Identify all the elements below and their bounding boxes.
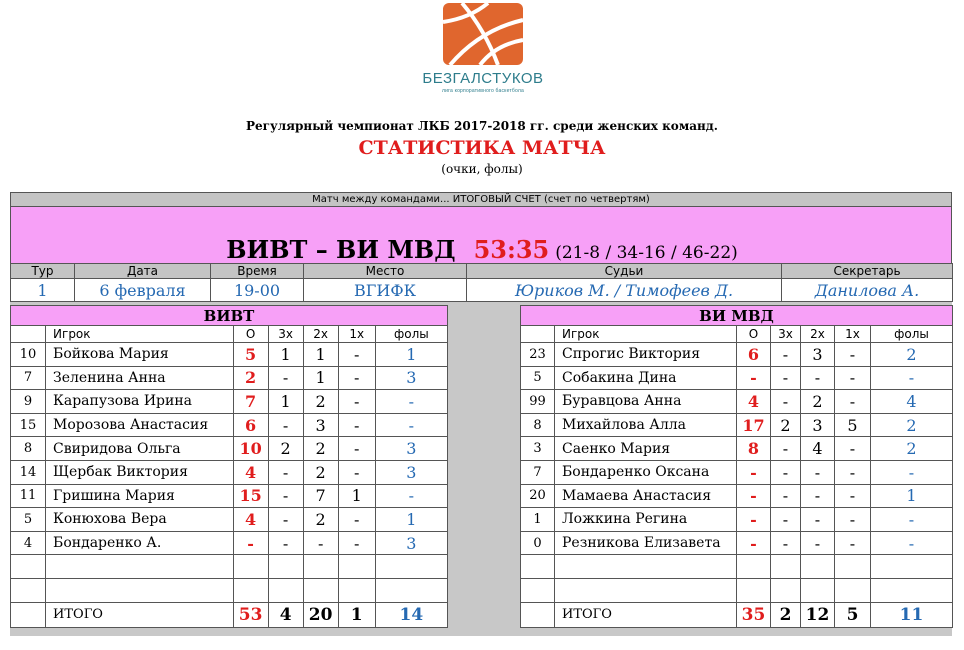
player-number: 11 <box>11 484 46 508</box>
col-two: 2х <box>303 326 338 343</box>
player-three-pointers: - <box>771 390 801 414</box>
player-name: Буравцова Анна <box>555 390 737 414</box>
player-number: 7 <box>11 366 46 390</box>
player-number: 8 <box>521 413 555 437</box>
player-fouls <box>871 578 953 602</box>
player-number <box>11 578 46 602</box>
player-three-pointers: - <box>771 460 801 484</box>
player-points: 4 <box>233 508 268 532</box>
player-three-pointers: - <box>268 366 303 390</box>
player-points: 10 <box>233 437 268 461</box>
player-free-throws <box>835 555 871 579</box>
player-free-throws: - <box>835 460 871 484</box>
player-name: Бондаренко А. <box>46 531 234 555</box>
player-three-pointers: 2 <box>771 413 801 437</box>
player-fouls: 2 <box>871 437 953 461</box>
total-label: ИТОГО <box>555 602 737 627</box>
player-fouls: - <box>375 484 447 508</box>
player-points <box>737 555 771 579</box>
player-points: - <box>737 484 771 508</box>
player-three-pointers: - <box>268 413 303 437</box>
player-points: 6 <box>737 343 771 367</box>
player-two-pointers: - <box>801 460 835 484</box>
player-fouls: 1 <box>375 508 447 532</box>
total-free-throws: 5 <box>835 602 871 627</box>
player-fouls <box>375 555 447 579</box>
player-three-pointers: - <box>268 460 303 484</box>
referees-value: Юриков М. / Тимофеев Д. <box>467 279 782 302</box>
player-fouls: - <box>375 390 447 414</box>
table-row <box>11 343 448 367</box>
col-two: 2х <box>801 326 835 343</box>
player-points: - <box>233 531 268 555</box>
player-number: 3 <box>521 437 555 461</box>
player-points: - <box>737 366 771 390</box>
player-points: 8 <box>737 437 771 461</box>
player-name: Мамаева Анастасия <box>555 484 737 508</box>
player-points: 15 <box>233 484 268 508</box>
player-three-pointers: 1 <box>268 390 303 414</box>
total-two-pointers: 12 <box>801 602 835 627</box>
round-label: Тур <box>11 264 75 279</box>
table-row <box>521 531 953 555</box>
page-subtitle: (очки, фолы) <box>441 162 523 176</box>
player-name: Щербак Виктория <box>46 460 234 484</box>
player-points: 4 <box>233 460 268 484</box>
player-three-pointers: - <box>268 484 303 508</box>
player-three-pointers: - <box>771 531 801 555</box>
total-blank <box>521 602 555 627</box>
table-row <box>521 437 953 461</box>
total-free-throws: 1 <box>338 602 375 627</box>
player-name: Свиридова Ольга <box>46 437 234 461</box>
player-number: 10 <box>11 343 46 367</box>
player-three-pointers: - <box>268 531 303 555</box>
championship-title: Регулярный чемпионат ЛКБ 2017-2018 гг. среди женских команд. <box>246 119 718 133</box>
player-fouls <box>375 578 447 602</box>
player-number: 14 <box>11 460 46 484</box>
player-free-throws: - <box>338 460 375 484</box>
score-band <box>10 207 952 263</box>
col-points: О <box>737 326 771 343</box>
player-fouls: 2 <box>871 413 953 437</box>
player-free-throws: - <box>338 508 375 532</box>
table-row <box>521 413 953 437</box>
player-two-pointers <box>801 578 835 602</box>
player-free-throws: 1 <box>338 484 375 508</box>
player-fouls: - <box>871 460 953 484</box>
player-points <box>233 578 268 602</box>
player-points: - <box>737 460 771 484</box>
player-number: 5 <box>11 508 46 532</box>
player-free-throws: - <box>338 531 375 555</box>
table-row <box>521 343 953 367</box>
player-fouls: 1 <box>375 343 447 367</box>
player-fouls <box>871 555 953 579</box>
player-free-throws: - <box>835 390 871 414</box>
player-two-pointers: 3 <box>801 413 835 437</box>
player-number: 4 <box>11 531 46 555</box>
total-two-pointers: 20 <box>303 602 338 627</box>
col-player: Игрок <box>555 326 737 343</box>
team-right-table <box>520 305 953 628</box>
player-three-pointers: 1 <box>268 343 303 367</box>
player-free-throws: - <box>338 437 375 461</box>
player-number: 5 <box>521 366 555 390</box>
player-two-pointers: 2 <box>303 437 338 461</box>
player-three-pointers: - <box>771 366 801 390</box>
player-points: 2 <box>233 366 268 390</box>
date-value: 6 февраля <box>75 279 211 302</box>
player-points: 6 <box>233 413 268 437</box>
player-number <box>521 578 555 602</box>
player-three-pointers <box>268 578 303 602</box>
player-fouls: 1 <box>871 484 953 508</box>
player-two-pointers: 2 <box>303 460 338 484</box>
table-row <box>11 578 448 602</box>
player-number: 23 <box>521 343 555 367</box>
player-number: 15 <box>11 413 46 437</box>
player-two-pointers: 1 <box>303 343 338 367</box>
player-three-pointers: 2 <box>268 437 303 461</box>
player-points: 7 <box>233 390 268 414</box>
table-row <box>521 390 953 414</box>
player-points <box>233 555 268 579</box>
total-blank <box>11 602 46 627</box>
player-number: 8 <box>11 437 46 461</box>
player-two-pointers: - <box>303 531 338 555</box>
col-one: 1х <box>835 326 871 343</box>
col-fouls: фолы <box>375 326 447 343</box>
total-three-pointers: 2 <box>771 602 801 627</box>
table-row <box>521 578 953 602</box>
player-three-pointers <box>268 555 303 579</box>
table-row <box>521 366 953 390</box>
venue-value: ВГИФК <box>304 279 467 302</box>
round-value: 1 <box>11 279 75 302</box>
player-two-pointers: 2 <box>303 390 338 414</box>
table-row <box>11 555 448 579</box>
player-name: Ложкина Регина <box>555 508 737 532</box>
total-row <box>11 602 448 627</box>
match-info-table <box>10 263 953 302</box>
match-caption: Матч между командами... ИТОГОВЫЙ СЧЕТ (счет по четвертям) <box>10 192 952 207</box>
player-three-pointers <box>771 578 801 602</box>
player-fouls: - <box>871 366 953 390</box>
col-fouls: фолы <box>871 326 953 343</box>
col-points: О <box>233 326 268 343</box>
player-three-pointers <box>771 555 801 579</box>
player-three-pointers: - <box>771 343 801 367</box>
player-name: Михайлова Алла <box>555 413 737 437</box>
score-line <box>11 235 953 264</box>
table-row <box>11 390 448 414</box>
player-fouls: - <box>375 413 447 437</box>
player-name: Карапузова Ирина <box>46 390 234 414</box>
player-free-throws: - <box>835 343 871 367</box>
player-points <box>737 578 771 602</box>
player-free-throws <box>835 578 871 602</box>
col-three: 3х <box>268 326 303 343</box>
basketball-logo-icon <box>440 0 526 68</box>
player-free-throws: - <box>338 413 375 437</box>
player-name: Спрогис Виктория <box>555 343 737 367</box>
player-free-throws: - <box>338 366 375 390</box>
player-fouls: 2 <box>871 343 953 367</box>
player-two-pointers <box>303 555 338 579</box>
player-fouls: 3 <box>375 366 447 390</box>
quarter-scores: (21-8 / 34-16 / 46-22) <box>555 243 738 263</box>
player-fouls: 4 <box>871 390 953 414</box>
player-number: 0 <box>521 531 555 555</box>
player-fouls: - <box>871 531 953 555</box>
player-free-throws: - <box>835 531 871 555</box>
table-row <box>11 437 448 461</box>
player-name: Саенко Мария <box>555 437 737 461</box>
total-row <box>521 602 953 627</box>
player-fouls: 3 <box>375 531 447 555</box>
brand-tagline: лига корпоративного баскетбола <box>442 88 524 94</box>
player-number: 7 <box>521 460 555 484</box>
player-name: Бондаренко Оксана <box>555 460 737 484</box>
match-teams: ВИВТ – ВИ МВД <box>226 235 456 264</box>
team-left-name: ВИВТ <box>11 306 448 326</box>
player-name: Бойкова Мария <box>46 343 234 367</box>
player-two-pointers: - <box>801 531 835 555</box>
time-value: 19-00 <box>211 279 304 302</box>
player-name: Зеленина Анна <box>46 366 234 390</box>
col-player: Игрок <box>46 326 234 343</box>
player-two-pointers: 2 <box>303 508 338 532</box>
player-three-pointers: - <box>771 484 801 508</box>
player-number: 1 <box>521 508 555 532</box>
table-row <box>11 508 448 532</box>
total-fouls: 11 <box>871 602 953 627</box>
player-free-throws <box>338 578 375 602</box>
player-free-throws: - <box>835 508 871 532</box>
player-free-throws: 5 <box>835 413 871 437</box>
total-three-pointers: 4 <box>268 602 303 627</box>
secretary-value: Данилова А. <box>782 279 953 302</box>
player-name <box>555 578 737 602</box>
player-two-pointers: 3 <box>303 413 338 437</box>
player-points: - <box>737 531 771 555</box>
player-name: Резникова Елизавета <box>555 531 737 555</box>
player-two-pointers: 7 <box>303 484 338 508</box>
player-free-throws <box>338 555 375 579</box>
table-row <box>11 413 448 437</box>
player-two-pointers: 4 <box>801 437 835 461</box>
player-fouls: 3 <box>375 437 447 461</box>
secretary-label: Секретарь <box>782 264 953 279</box>
table-row <box>11 531 448 555</box>
team-right-name: ВИ МВД <box>521 306 953 326</box>
player-three-pointers: - <box>771 437 801 461</box>
player-number <box>521 555 555 579</box>
player-name <box>46 578 234 602</box>
table-row <box>11 460 448 484</box>
player-name <box>555 555 737 579</box>
table-row <box>521 460 953 484</box>
table-row <box>11 484 448 508</box>
player-two-pointers: - <box>801 508 835 532</box>
player-points: - <box>737 508 771 532</box>
player-name: Собакина Дина <box>555 366 737 390</box>
player-points: 4 <box>737 390 771 414</box>
table-row <box>521 508 953 532</box>
player-two-pointers: - <box>801 366 835 390</box>
player-free-throws: - <box>338 343 375 367</box>
final-score: 53:35 <box>473 235 550 264</box>
player-name: Конюхова Вера <box>46 508 234 532</box>
player-fouls: 3 <box>375 460 447 484</box>
player-two-pointers: 1 <box>303 366 338 390</box>
player-name: Морозова Анастасия <box>46 413 234 437</box>
referees-label: Судьи <box>467 264 782 279</box>
team-left-table <box>10 305 448 628</box>
player-free-throws: - <box>338 390 375 414</box>
player-name <box>46 555 234 579</box>
player-two-pointers <box>303 578 338 602</box>
page-title: СТАТИСТИКА МАТЧА <box>358 137 606 159</box>
player-two-pointers: 2 <box>801 390 835 414</box>
total-points: 35 <box>737 602 771 627</box>
table-row <box>521 555 953 579</box>
player-free-throws: - <box>835 484 871 508</box>
player-two-pointers <box>801 555 835 579</box>
table-row <box>11 366 448 390</box>
match-stats-frame <box>10 192 952 636</box>
col-three: 3х <box>771 326 801 343</box>
time-label: Время <box>211 264 304 279</box>
player-name: Гришина Мария <box>46 484 234 508</box>
player-fouls: - <box>871 508 953 532</box>
player-two-pointers: - <box>801 484 835 508</box>
brand-name: БЕЗГАЛСТУКОВ <box>422 70 544 87</box>
player-free-throws: - <box>835 437 871 461</box>
venue-label: Место <box>304 264 467 279</box>
col-one: 1х <box>338 326 375 343</box>
total-label: ИТОГО <box>46 602 234 627</box>
player-three-pointers: - <box>771 508 801 532</box>
total-points: 53 <box>233 602 268 627</box>
player-two-pointers: 3 <box>801 343 835 367</box>
table-row <box>521 484 953 508</box>
player-points: 5 <box>233 343 268 367</box>
total-fouls: 14 <box>375 602 447 627</box>
player-number: 99 <box>521 390 555 414</box>
date-label: Дата <box>75 264 211 279</box>
player-points: 17 <box>737 413 771 437</box>
player-free-throws: - <box>835 366 871 390</box>
player-number: 9 <box>11 390 46 414</box>
player-number <box>11 555 46 579</box>
player-number: 20 <box>521 484 555 508</box>
player-three-pointers: - <box>268 508 303 532</box>
